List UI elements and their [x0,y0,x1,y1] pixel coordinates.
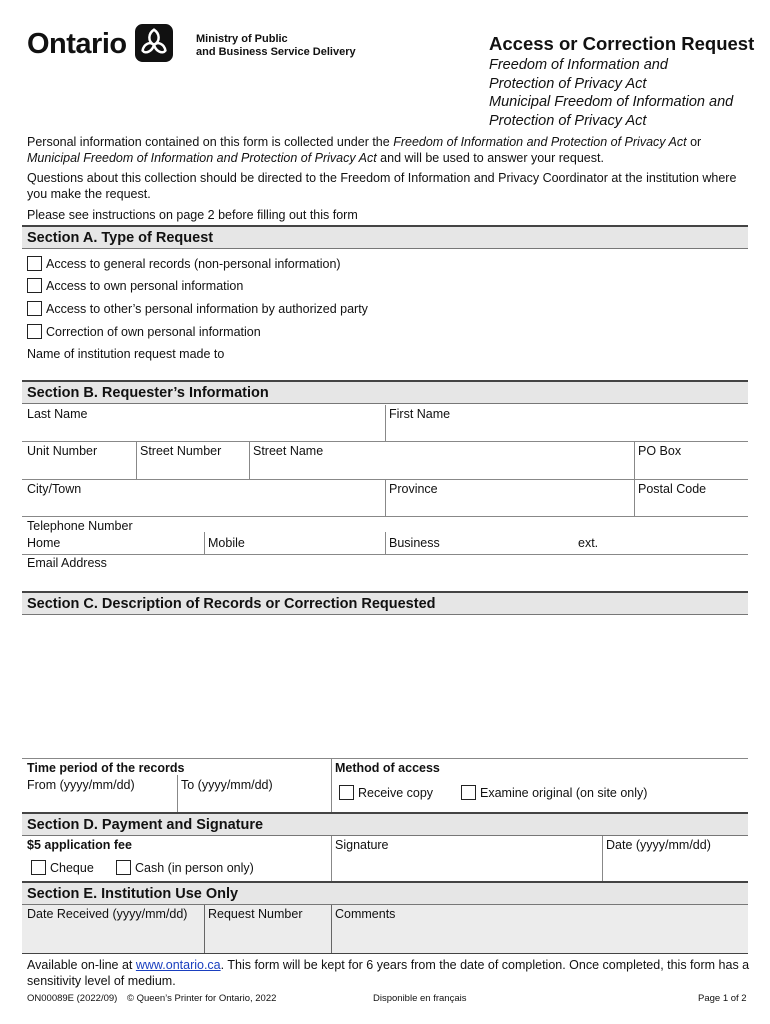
checkbox[interactable] [31,860,46,875]
ext-label: ext. [578,536,599,550]
time-period-label: Time period of the records [27,761,185,775]
act-line: Protection of Privacy Act [489,112,647,129]
checkbox[interactable] [339,785,354,800]
ministry-name [196,33,356,59]
option-general-records[interactable]: Access to general records (non-personal information) [27,256,341,271]
institution-label: Name of institution request made to [27,347,225,361]
trillium-logo-icon [135,24,173,62]
signature-date-label: Date (yyyy/mm/dd) [606,838,711,852]
section-c-title: Section C. Description of Records or Correction Requested [22,591,748,615]
form-title: Access or Correction Request [489,33,755,54]
ministry-line-2: and Business Service Delivery [196,46,356,58]
first-name-label: First Name [389,407,451,421]
description-field[interactable] [22,616,748,758]
unit-number-label: Unit Number [27,444,98,458]
fee-label: $5 application fee [27,838,132,852]
signature-label: Signature [335,838,389,852]
po-box-label: PO Box [638,444,682,458]
last-name-label: Last Name [27,407,88,421]
availability-note: Available on-line at www.ontario.ca. This form will be kept for 6 years from the date of completion. Once completed, this form has a sensitivity level of medium. [27,958,750,988]
page-number: Page 1 of 2 [698,993,747,1004]
city-label: City/Town [27,482,82,496]
section-a-title: Section A. Type of Request [22,225,748,249]
section-d-title: Section D. Payment and Signature [22,812,748,836]
instructions-note: Please see instructions on page 2 before filling out this form [27,208,358,222]
home-phone-label: Home [27,536,61,550]
business-phone-label: Business [389,536,440,550]
act-line: Freedom of Information and [489,57,668,73]
date-received-label: Date Received (yyyy/mm/dd) [27,907,188,921]
option-examine-original[interactable]: Examine original (on site only) [461,785,647,800]
act-line: Protection of Privacy Act [489,75,647,92]
option-others-info[interactable]: Access to other’s personal information by authorized party [27,301,368,316]
street-name-label: Street Name [253,444,324,458]
email-label: Email Address [27,556,107,570]
postal-code-label: Postal Code [638,482,707,496]
french-availability: Disponible en français [373,993,467,1004]
option-cheque[interactable]: Cheque [31,860,94,875]
checkbox[interactable] [27,278,42,293]
province-label: Province [389,482,438,496]
checkbox[interactable] [27,256,42,271]
section-e-title: Section E. Institution Use Only [22,881,748,905]
option-receive-copy[interactable]: Receive copy [339,785,433,800]
act-line: Municipal Freedom of Information and [489,94,734,110]
ministry-line-1: Ministry of Public [196,33,288,45]
questions-notice: Questions about this collection should be directed to the Freedom of Information and Privacy Coordinator at the institution where you make the request. [27,171,737,201]
copyright: © Queen’s Printer for Ontario, 2022 [127,993,277,1004]
ontario-website-link[interactable]: www.ontario.ca [135,958,221,972]
method-of-access-label: Method of access [335,761,440,775]
option-own-info[interactable]: Access to own personal information [27,278,243,293]
comments-label: Comments [335,907,396,921]
checkbox[interactable] [461,785,476,800]
option-cash[interactable]: Cash (in person only) [116,860,254,875]
mobile-phone-label: Mobile [208,536,245,550]
form-number: ON00089E (2022/09) [27,993,118,1004]
collection-notice: Personal information contained on this form is collected under the Freedom of Information and Protection of Privacy Act or Municipal Freedom of Information and Protection of Privacy Act and will be used to answer your request. [27,135,702,165]
ontario-logo-text: Ontario [27,28,127,60]
street-number-label: Street Number [140,444,222,458]
checkbox[interactable] [27,324,42,339]
from-date-label: From (yyyy/mm/dd) [27,778,135,792]
option-correction[interactable]: Correction of own personal information [27,324,261,339]
section-b-title: Section B. Requester’s Information [22,380,748,404]
checkbox[interactable] [116,860,131,875]
institution-field[interactable] [22,363,748,379]
to-date-label: To (yyyy/mm/dd) [181,778,273,792]
telephone-label: Telephone Number [27,519,133,533]
checkbox[interactable] [27,301,42,316]
request-number-label: Request Number [208,907,303,921]
acts-list [489,56,733,130]
